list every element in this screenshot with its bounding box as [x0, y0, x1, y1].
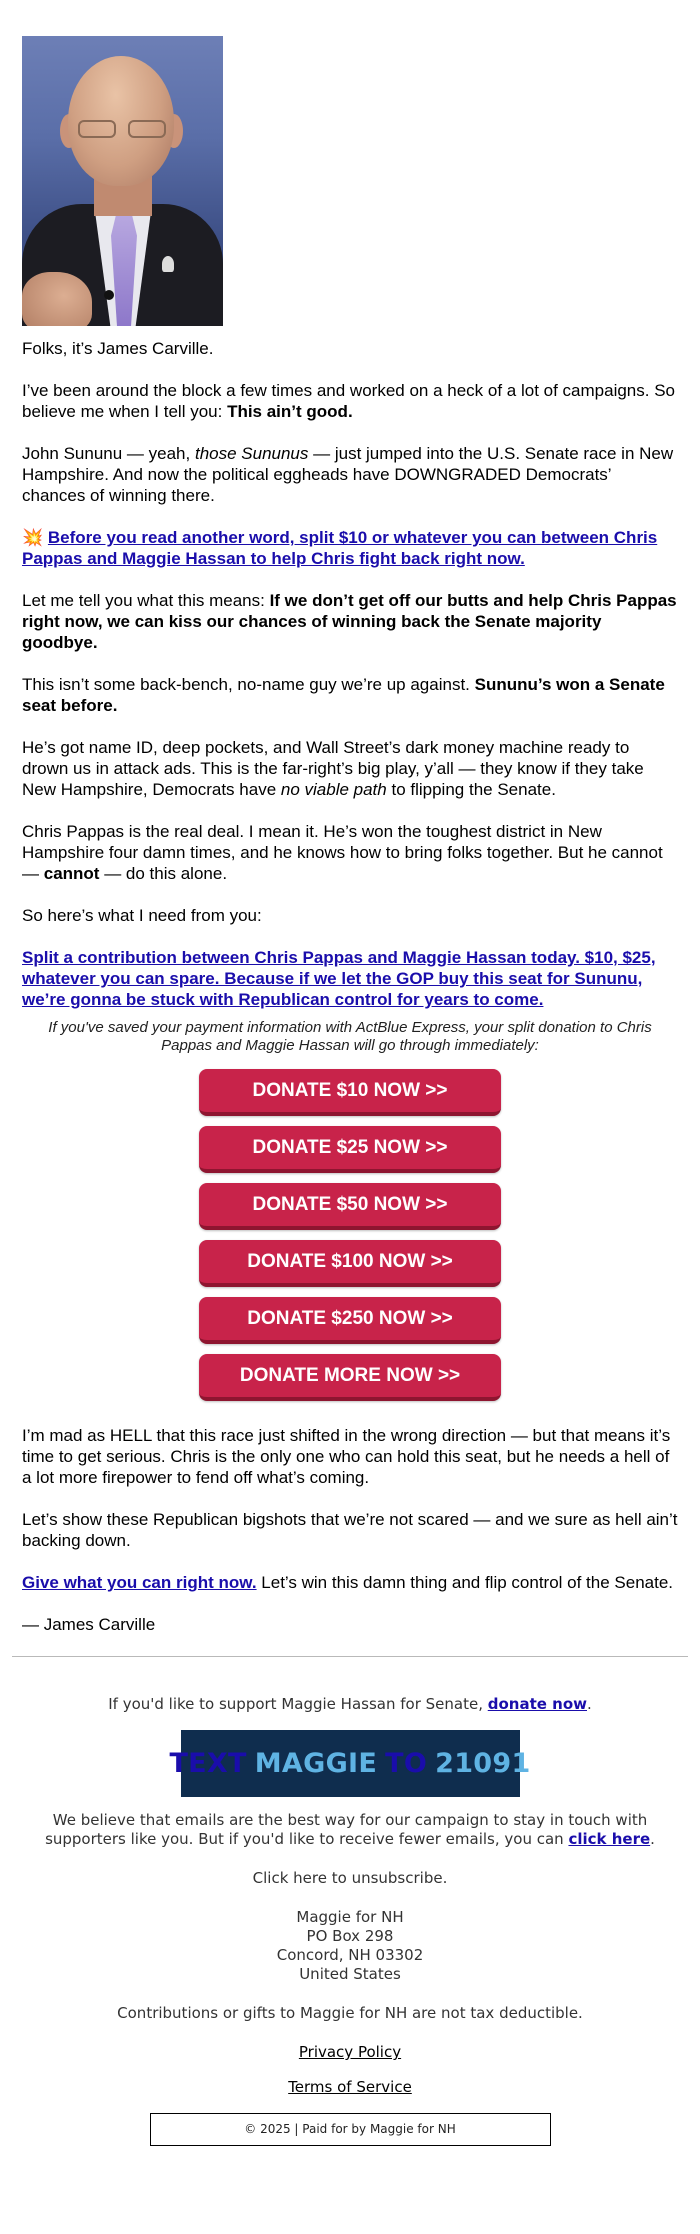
fewer-emails-link[interactable]: click here: [568, 1830, 651, 1848]
paid-for-disclaimer: © 2025 | Paid for by Maggie for NH: [150, 2113, 551, 2146]
paragraph-show-bigshots: Let’s show these Republican bigshots that we’re not scared — and we sure as hell ain’t backing down.: [22, 1510, 678, 1550]
privacy-policy-link[interactable]: Privacy Policy: [298, 2043, 402, 2061]
text-maggie-banner[interactable]: [169, 1730, 531, 1797]
donate-10-button[interactable]: DONATE $10 NOW >>: [199, 1069, 501, 1116]
paragraph-sununu: John Sununu — yeah, those Sununus — just jumped into the U.S. Senate race in New Hampshire. And now the political eggheads have DOWNGRADED Democrats’ chances of winning there.: [22, 444, 674, 505]
donate-100-button[interactable]: DONATE $100 NOW >>: [199, 1240, 501, 1287]
address-line: PO Box 298: [306, 1927, 394, 1945]
banner-keyword: MAGGIE: [254, 1748, 378, 1779]
unsubscribe-link[interactable]: Click here to unsubscribe.: [252, 1869, 448, 1887]
address-line: United States: [299, 1965, 401, 1983]
paragraph-cta-3: Give what you can right now. Let’s win this damn thing and flip control of the Senate.: [22, 1573, 674, 1592]
address-line: Maggie for NH: [296, 1908, 404, 1926]
paragraph-around-block: I’ve been around the block a few times and worked on a heck of a lot of campaigns. So believe me when I tell you: This ain’t good.: [22, 381, 675, 421]
paragraph-cta-1: [22, 527, 678, 569]
support-line: If you'd like to support Maggie Hassan for Senate, donate now.: [108, 1695, 592, 1713]
paragraph-name-id: He’s got name ID, deep pockets, and Wall Street’s dark money machine ready to drown us in attack ads. This is the far-right’s big play, y’all — they know if they take New Hampshire, Democrats have no viable path to flipping the Senate.: [22, 738, 644, 799]
donate-more-button[interactable]: DONATE MORE NOW >>: [199, 1354, 501, 1401]
mailing-address: [18, 1908, 682, 1984]
give-now-link[interactable]: Give what you can right now.: [22, 1573, 257, 1592]
terms-of-service-link[interactable]: Terms of Service: [288, 2078, 412, 2096]
paragraph-mad-as-hell: I’m mad as HELL that this race just shifted in the wrong direction — but that means it’s time to get serious. Chris is the only one who can hold this seat, but he needs a hell of a lot more firepower to fend off what’s coming.: [22, 1426, 671, 1487]
donate-now-link[interactable]: donate now: [487, 1695, 587, 1713]
split-donation-link-2[interactable]: Split a contribution between Chris Pappas and Maggie Hassan today. $10, $25, whatever you can spare. Because if we let the GOP buy this seat for Sununu, we’re gonna be stuck with Republican control for years to come.: [22, 948, 656, 1009]
paragraph-pappas-real-deal: Chris Pappas is the real deal. I mean it. He’s won the toughest district in New Hampshire four damn times, and he knows how to bring folks together. But he cannot — cannot — do this alone.: [22, 822, 663, 883]
james-carville-photo: [22, 36, 223, 326]
banner-text-word: TEXT: [169, 1748, 247, 1779]
paragraph-what-this-means: Let me tell you what this means: If we don’t get off our butts and help Chris Pappas right now, we can kiss our chances of winning back the Senate majority goodbye.: [22, 591, 677, 652]
collision-icon: 💥: [22, 528, 44, 547]
paragraph-what-i-need: So here’s what I need from you:: [22, 906, 262, 925]
banner-shortcode: 21091: [435, 1748, 531, 1779]
donate-50-button[interactable]: DONATE $50 NOW >>: [199, 1183, 501, 1230]
signoff: — James Carville: [22, 1615, 156, 1634]
tax-disclaimer: Contributions or gifts to Maggie for NH are not tax deductible.: [117, 2004, 583, 2022]
greeting: Folks, it’s James Carville.: [22, 339, 214, 358]
address-line: Concord, NH 03302: [276, 1946, 424, 1964]
donate-250-button[interactable]: DONATE $250 NOW >>: [199, 1297, 501, 1344]
paragraph-cta-2: [22, 947, 678, 1010]
banner-to-word: TO: [385, 1748, 428, 1779]
fewer-emails-line: We believe that emails are the best way for our campaign to stay in touch with supporters like you. But if you'd like to receive fewer emails, you can click here.: [45, 1811, 655, 1848]
donate-button-group: [22, 1069, 678, 1411]
footer: [0, 1657, 700, 2146]
donate-25-button[interactable]: DONATE $25 NOW >>: [199, 1126, 501, 1173]
actblue-express-note: If you've saved your payment information with ActBlue Express, your split donation to Chris Pappas and Maggie Hassan will go through immediately:: [48, 1019, 652, 1054]
split-donation-link-1[interactable]: Before you read another word, split $10 or whatever you can between Chris Pappas and Maggie Hassan to help Chris fight back right now.: [22, 528, 658, 568]
paragraph-back-bench: This isn’t some back-bench, no-name guy we’re up against. Sununu’s won a Senate seat before.: [22, 675, 665, 715]
